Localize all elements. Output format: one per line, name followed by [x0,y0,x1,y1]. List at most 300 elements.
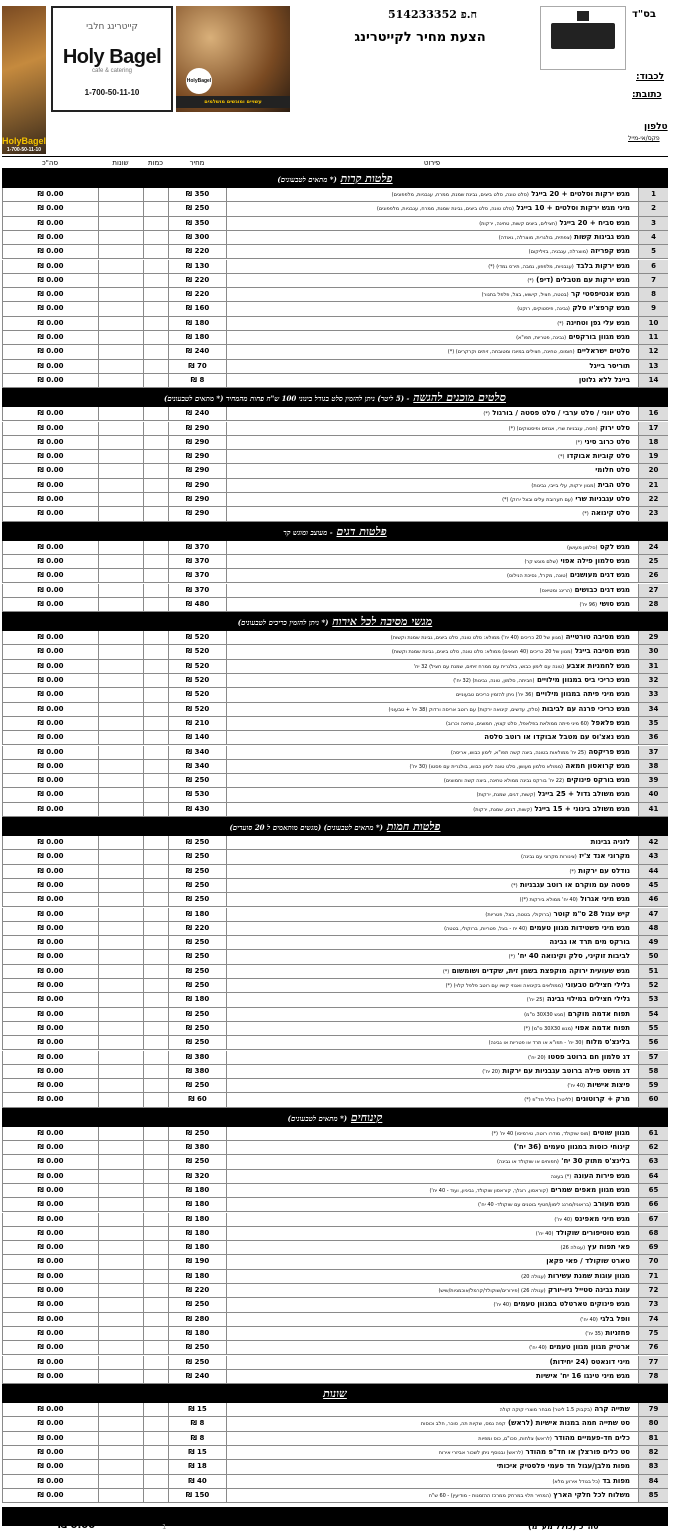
misc-cell[interactable] [98,202,143,215]
quantity-cell[interactable] [143,1341,168,1354]
address-label: כתובת: [632,90,662,100]
table-row [2,422,668,436]
line-total-value: 0.00 [46,852,64,861]
misc-cell[interactable] [98,1093,143,1106]
row-number: 81 [638,1432,668,1445]
quantity-cell[interactable] [143,569,168,582]
quantity-cell[interactable] [143,245,168,258]
misc-cell[interactable] [98,507,143,520]
quantity-cell[interactable] [143,331,168,344]
quantity-cell[interactable] [143,1022,168,1035]
quantity-cell[interactable] [143,374,168,387]
line-total [2,1270,98,1283]
currency-symbol: ₪ [185,261,193,270]
line-total [2,774,98,787]
misc-cell[interactable] [98,950,143,963]
line-total [2,436,98,449]
misc-cell[interactable] [98,879,143,892]
item-price [168,1079,226,1092]
row-number: 9 [638,302,668,315]
quantity-cell[interactable] [143,1327,168,1340]
item-detail: (קשות, דגים, שמנת, ירקות) [473,806,533,813]
quantity-cell[interactable] [143,1170,168,1183]
line-total [2,260,98,273]
row-number: 80 [638,1417,668,1430]
item-price [168,1227,226,1240]
misc-cell[interactable] [98,746,143,759]
table-row [2,1051,668,1065]
quantity-cell[interactable] [143,803,168,816]
item-description [226,1460,638,1473]
currency-symbol: ₪ [37,923,44,932]
quantity-cell[interactable] [143,1475,168,1488]
currency-symbol: ₪ [37,437,44,446]
misc-cell[interactable] [98,645,143,658]
quantity-cell[interactable] [143,746,168,759]
misc-cell[interactable] [98,850,143,863]
misc-cell[interactable] [98,1036,143,1049]
quantity-cell[interactable] [143,922,168,935]
currency-symbol: ₪ [185,1214,193,1223]
quantity-cell[interactable] [143,703,168,716]
row-number: 14 [638,374,668,387]
row-number: 51 [638,965,668,978]
misc-cell[interactable] [98,1008,143,1021]
quantity-cell[interactable] [143,345,168,358]
quantity-cell[interactable] [143,1255,168,1268]
line-total-value: 0.00 [46,542,64,551]
item-name: מרק + קרוטונים [575,1095,630,1104]
currency-symbol: ₪ [37,1476,44,1485]
quantity-cell[interactable] [143,950,168,963]
quantity-cell[interactable] [143,865,168,878]
misc-cell[interactable] [98,908,143,921]
misc-cell[interactable] [98,188,143,201]
misc-cell[interactable] [98,731,143,744]
line-total [2,231,98,244]
quantity-cell[interactable] [143,836,168,849]
quantity-cell[interactable] [143,541,168,554]
table-row [2,950,668,964]
row-number: 27 [638,584,668,597]
misc-cell[interactable] [98,1051,143,1064]
item-price [168,1241,226,1254]
price-value: 250 [194,1009,210,1018]
currency-symbol: ₪ [188,1095,195,1104]
misc-cell[interactable] [98,464,143,477]
quantity-cell[interactable] [143,1403,168,1416]
quantity-cell[interactable] [143,979,168,992]
quantity-cell[interactable] [143,1298,168,1311]
price-value: 350 [194,190,210,198]
item-description [226,1241,638,1254]
misc-cell[interactable] [98,217,143,230]
misc-cell[interactable] [98,1227,143,1240]
table-row [2,674,668,688]
item-detail: (ממולא סלמון מעושן, סלט טונה לימון כבוש, בולגרית עם פסטו) (30 יח') [409,763,563,770]
quantity-cell[interactable] [143,1065,168,1078]
item-description [226,1213,638,1226]
misc-cell[interactable] [98,422,143,435]
quantity-cell[interactable] [143,1356,168,1369]
item-description [226,965,638,978]
price-value: 290 [194,466,210,475]
line-total-value: 0.00 [46,938,64,947]
line-total-value: 0.00 [46,1200,64,1209]
company-id: ח.פ 514233352 [388,8,478,21]
grand-total-marker: 1 [162,1523,167,1531]
quantity-cell[interactable] [143,1155,168,1168]
item-price [168,717,226,730]
price-value: 220 [194,290,210,299]
misc-cell[interactable] [98,1403,143,1416]
misc-cell[interactable] [98,803,143,816]
misc-cell[interactable] [98,598,143,611]
quantity-cell[interactable] [143,360,168,373]
price-value: 250 [194,1157,210,1166]
misc-cell[interactable] [98,688,143,701]
misc-cell[interactable] [98,717,143,730]
quantity-cell[interactable] [143,479,168,492]
quantity-cell[interactable] [143,422,168,435]
misc-cell[interactable] [98,1298,143,1311]
quantity-cell[interactable] [143,1241,168,1254]
misc-cell[interactable] [98,1198,143,1211]
misc-cell[interactable] [98,1213,143,1226]
line-total-value: 0.00 [46,480,64,489]
table-row [2,584,668,598]
quantity-cell[interactable] [143,1051,168,1064]
quantity-cell[interactable] [143,788,168,801]
misc-cell[interactable] [98,1155,143,1168]
misc-cell[interactable] [98,331,143,344]
section-header [2,1108,668,1127]
quantity-cell[interactable] [143,645,168,658]
quantity-cell[interactable] [143,908,168,921]
misc-cell[interactable] [98,1022,143,1035]
quantity-cell[interactable] [143,688,168,701]
misc-cell[interactable] [98,360,143,373]
item-price [168,950,226,963]
quantity-cell[interactable] [143,1008,168,1021]
quantity-cell[interactable] [143,660,168,673]
quantity-cell[interactable] [143,1489,168,1502]
misc-cell[interactable] [98,1446,143,1459]
misc-cell[interactable] [98,1184,143,1197]
misc-cell[interactable] [98,231,143,244]
misc-cell[interactable] [98,1127,143,1140]
quantity-cell[interactable] [143,1141,168,1154]
currency-symbol: ₪ [185,466,193,475]
misc-cell[interactable] [98,1079,143,1092]
row-number: 31 [638,660,668,673]
misc-cell[interactable] [98,1460,143,1473]
currency-symbol: ₪ [37,1081,44,1090]
line-total-value: 0.00 [46,1185,64,1194]
quantity-cell[interactable] [143,631,168,644]
quantity-cell[interactable] [143,717,168,730]
item-description [226,1127,638,1140]
row-number: 2 [638,202,668,215]
misc-cell[interactable] [98,345,143,358]
quantity-cell[interactable] [143,1093,168,1106]
misc-cell[interactable] [98,660,143,673]
line-total-value: 0.00 [46,290,64,299]
quantity-cell[interactable] [143,260,168,273]
line-total [2,1489,98,1502]
quantity-cell[interactable] [143,188,168,201]
price-value: 530 [194,790,210,799]
currency-symbol: ₪ [37,509,44,518]
item-price [168,1213,226,1226]
line-total-value: 0.00 [46,733,64,742]
misc-cell[interactable] [98,893,143,906]
item-price [168,541,226,554]
price-value: 300 [194,232,210,241]
quantity-cell[interactable] [143,850,168,863]
row-number: 16 [638,407,668,420]
misc-cell[interactable] [98,979,143,992]
misc-cell[interactable] [98,674,143,687]
item-detail: (40 יח - בצל, פטריות, ברוקולי, בטטה) [444,925,528,932]
section-note: (* מתאים לטבעונים) (מגשים מותאמים ל 20 סועדים) [229,823,383,832]
price-value: 8 [199,1433,205,1442]
item-name: מגש מיני מאפינס [574,1214,630,1223]
row-number: 23 [638,507,668,520]
currency-symbol: ₪ [185,1009,193,1018]
item-name: מגש כריכי ביס במגוון מילויים [536,676,630,684]
misc-cell[interactable] [98,1065,143,1078]
misc-cell[interactable] [98,631,143,644]
misc-cell[interactable] [98,1170,143,1183]
item-name: מקרוני אנד צ'יז [579,852,630,861]
item-description [226,1036,638,1049]
quantity-cell[interactable] [143,1213,168,1226]
item-name: משלוח לכל חלקי הארץ [553,1490,630,1499]
misc-cell[interactable] [98,1341,143,1354]
item-description [226,1184,638,1197]
section-note: (* ניתן להזמין כריכים לטבעונים) [237,618,329,628]
line-total-value: 0.00 [46,909,64,918]
misc-cell[interactable] [98,865,143,878]
row-number: 25 [638,555,668,568]
item-price [168,598,226,611]
line-total-value: 0.00 [46,790,64,799]
quantity-cell[interactable] [143,1284,168,1297]
currency-symbol: ₪ [37,1328,44,1337]
misc-cell[interactable] [98,274,143,287]
item-name: מגש קרואסון חמאה [565,761,630,770]
quantity-cell[interactable] [143,936,168,949]
item-description [226,660,638,673]
item-detail: (40 יח') [535,1230,554,1237]
quantity-cell[interactable] [143,760,168,773]
quantity-cell[interactable] [143,317,168,330]
quantity-cell[interactable] [143,1079,168,1092]
price-value: 380 [194,1052,210,1061]
misc-cell[interactable] [98,1370,143,1383]
misc-cell[interactable] [98,1432,143,1445]
quantity-cell[interactable] [143,584,168,597]
misc-cell[interactable] [98,493,143,506]
quantity-cell[interactable] [143,1370,168,1383]
misc-cell[interactable] [98,260,143,273]
misc-cell[interactable] [98,436,143,449]
bsd-mark: בס"ד [632,9,656,20]
line-total [2,893,98,906]
quantity-cell[interactable] [143,436,168,449]
currency-symbol: ₪ [185,1200,193,1209]
side-phone-text: 1-700-50-11-10 [6,147,42,153]
price-value: 250 [194,838,210,846]
quantity-cell[interactable] [143,288,168,301]
misc-cell[interactable] [98,569,143,582]
quantity-cell[interactable] [143,1417,168,1430]
row-number: 40 [638,788,668,801]
quantity-cell[interactable] [143,1184,168,1197]
item-description [226,836,638,849]
quantity-cell[interactable] [143,464,168,477]
misc-cell[interactable] [98,1356,143,1369]
quantity-cell[interactable] [143,598,168,611]
item-name: סלט יווני / סלט ערבי / סלט פסטה / בורגול [492,409,630,418]
misc-cell[interactable] [98,555,143,568]
quantity-cell[interactable] [143,217,168,230]
section-header [2,522,668,541]
item-description [226,1227,638,1240]
misc-cell[interactable] [98,993,143,1006]
misc-cell[interactable] [98,541,143,554]
line-total-value: 0.00 [46,409,64,418]
misc-cell[interactable] [98,245,143,258]
line-total [2,541,98,554]
quantity-cell[interactable] [143,231,168,244]
quantity-cell[interactable] [143,302,168,315]
row-number: 3 [638,217,668,230]
misc-cell[interactable] [98,450,143,463]
quantity-cell[interactable] [143,1127,168,1140]
misc-cell[interactable] [98,288,143,301]
quantity-cell[interactable] [143,879,168,892]
table-row [2,507,668,521]
quantity-cell[interactable] [143,774,168,787]
misc-cell[interactable] [98,922,143,935]
quantity-cell[interactable] [143,674,168,687]
quantity-cell[interactable] [143,1446,168,1459]
currency-symbol: ₪ [188,361,195,370]
currency-symbol: ₪ [185,1371,193,1380]
currency-symbol: ₪ [185,599,193,608]
quantity-cell[interactable] [143,1313,168,1326]
misc-cell[interactable] [98,1284,143,1297]
misc-cell[interactable] [98,374,143,387]
misc-cell[interactable] [98,302,143,315]
quantity-cell[interactable] [143,450,168,463]
misc-cell[interactable] [98,1141,143,1154]
currency-symbol: ₪ [37,1157,44,1166]
item-price [168,1093,226,1106]
misc-cell[interactable] [98,1270,143,1283]
item-description [226,1170,638,1183]
item-price [168,836,226,849]
currency-symbol: ₪ [37,1300,44,1309]
item-name: מגש טוטיפורים שוקולד [555,1228,630,1237]
currency-symbol: ₪ [37,1314,44,1323]
item-detail: (40 יח') [493,1302,512,1309]
quantity-cell[interactable] [143,731,168,744]
misc-cell[interactable] [98,584,143,597]
misc-cell[interactable] [98,1327,143,1340]
price-value: 18 [197,1462,207,1471]
misc-cell[interactable] [98,407,143,420]
fax-email-label: פקס/אי-מייל [628,135,660,142]
misc-cell[interactable] [98,965,143,978]
misc-cell[interactable] [98,774,143,787]
item-detail: (ממולאים בקינואה ואגוזי קשיו עם רוטב פלפל קלוי) (*) [445,983,564,989]
row-number: 48 [638,922,668,935]
misc-cell[interactable] [98,1313,143,1326]
row-number: 76 [638,1341,668,1354]
table-row [2,436,668,450]
table-row [2,1460,668,1474]
quantity-cell[interactable] [143,555,168,568]
quantity-cell[interactable] [143,507,168,520]
quantity-cell[interactable] [143,893,168,906]
line-total [2,1475,98,1488]
currency-symbol: ₪ [185,1171,193,1180]
line-total [2,407,98,420]
misc-cell[interactable] [98,1417,143,1430]
misc-cell[interactable] [98,1255,143,1268]
misc-cell[interactable] [98,836,143,849]
quantity-cell[interactable] [143,1270,168,1283]
quantity-cell[interactable] [143,1198,168,1211]
misc-cell[interactable] [98,788,143,801]
quantity-cell[interactable] [143,1432,168,1445]
item-name: מגש משולב גדול + 25 בייגל [537,790,630,799]
misc-cell[interactable] [98,317,143,330]
quantity-cell[interactable] [143,993,168,1006]
price-value: 320 [194,1171,210,1180]
quantity-cell[interactable] [143,274,168,287]
misc-cell[interactable] [98,760,143,773]
misc-cell[interactable] [98,1489,143,1502]
item-name: מגש מעורב [593,1200,630,1209]
quantity-cell[interactable] [143,202,168,215]
quantity-cell[interactable] [143,965,168,978]
misc-cell[interactable] [98,1475,143,1488]
quantity-cell[interactable] [143,1227,168,1240]
item-name: סלט עגבניות שרי [575,495,630,503]
quantity-cell[interactable] [143,493,168,506]
row-number: 8 [638,288,668,301]
misc-cell[interactable] [98,479,143,492]
quantity-cell[interactable] [143,1460,168,1473]
item-description [226,202,638,215]
misc-cell[interactable] [98,703,143,716]
item-detail: (*) [558,454,565,461]
quantity-cell[interactable] [143,407,168,420]
row-number: 77 [638,1356,668,1369]
item-name: מפות מלבן/עגול חד פעמי פלסטיק איכותי [496,1462,630,1471]
item-detail: (סלק, עדשים, קינואה ירקות) עם רוטב אריסה ורדוק (38 יח' + טבעוני) [388,706,540,713]
misc-cell[interactable] [98,936,143,949]
line-total [2,1170,98,1183]
currency-symbol: ₪ [37,318,44,327]
misc-cell[interactable] [98,1241,143,1254]
quantity-cell[interactable] [143,1036,168,1049]
table-row [2,360,668,374]
